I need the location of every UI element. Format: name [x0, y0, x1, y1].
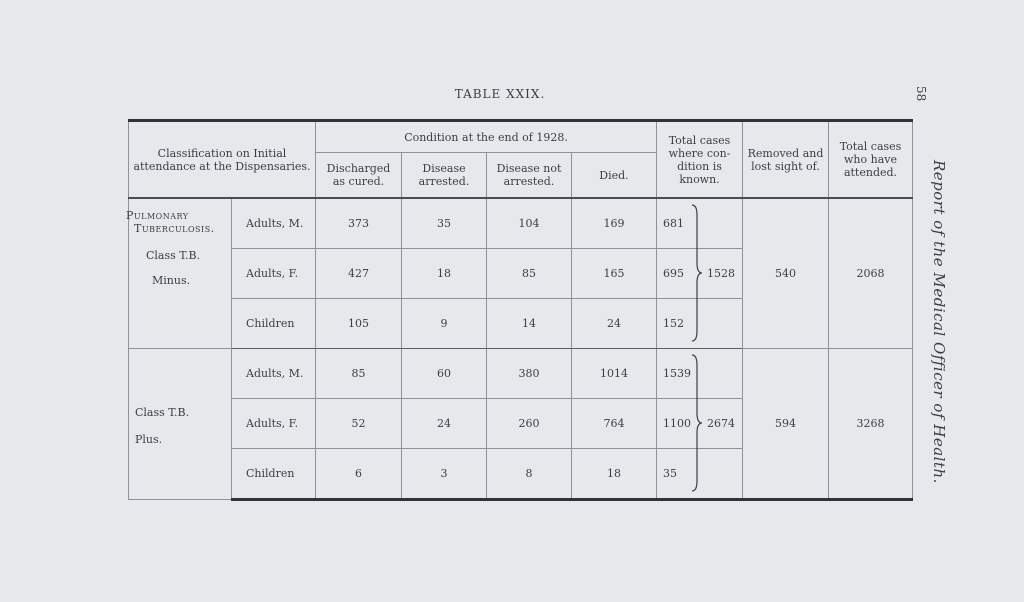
group-label-minus	[126, 198, 232, 349]
header-discharged: Discharged as cured.	[316, 153, 402, 199]
cell-discharged: 6	[316, 449, 402, 500]
row-label: Adults, F.	[232, 399, 316, 449]
cell-arrested: 9	[402, 299, 487, 349]
group-label-line: Pulmonary	[126, 209, 189, 222]
brace-icon	[691, 203, 703, 346]
table-row	[129, 198, 913, 249]
group-label-line: Tuberculosis.	[134, 222, 215, 235]
cell-total-attended: 2068	[829, 198, 913, 349]
statistics-table	[128, 119, 913, 501]
known-total: 1528	[707, 267, 735, 280]
header-condition-group: Condition at the end of 1928.	[316, 121, 657, 153]
known-value: 1539	[663, 367, 691, 380]
known-value: 152	[663, 317, 684, 330]
known-value: 35	[663, 467, 677, 480]
row-label: Adults, M.	[232, 198, 316, 249]
known-value: 681	[663, 217, 684, 230]
cell-arrested: 60	[402, 349, 487, 399]
cell-died: 764	[572, 399, 657, 449]
known-value: 1100	[663, 417, 691, 430]
cell-known-with-total	[657, 399, 743, 449]
page-number: 58	[914, 86, 928, 102]
row-label: Children	[232, 449, 316, 500]
cell-not-arrested: 14	[487, 299, 572, 349]
header-died: Died.	[572, 153, 657, 199]
known-value: 695	[663, 267, 684, 280]
table-row	[129, 349, 913, 399]
cell-discharged: 427	[316, 249, 402, 299]
cell-discharged: 85	[316, 349, 402, 399]
row-label: Adults, F.	[232, 249, 316, 299]
cell-discharged: 373	[316, 198, 402, 249]
cell-known-with-total	[657, 249, 743, 299]
cell-died: 18	[572, 449, 657, 500]
cell-died: 165	[572, 249, 657, 299]
cell-arrested: 35	[402, 198, 487, 249]
running-side-title: Report of the Medical Officer of Health.	[930, 160, 948, 484]
header-total-known: Total cases where con-dition is known.	[657, 121, 743, 199]
cell-discharged: 52	[316, 399, 402, 449]
table-title: TABLE XXIX.	[454, 87, 546, 101]
group-label-plus	[129, 349, 232, 500]
cell-removed: 540	[743, 198, 829, 349]
cell-arrested: 3	[402, 449, 487, 500]
cell-not-arrested: 8	[487, 449, 572, 500]
header-arrested: Disease arrested.	[402, 153, 487, 199]
group-label-line: Minus.	[152, 274, 191, 287]
cell-died: 24	[572, 299, 657, 349]
group-label-line: Class T.B.	[135, 405, 190, 419]
group-label-line: Plus.	[135, 432, 163, 446]
cell-not-arrested: 260	[487, 399, 572, 449]
cell-removed: 594	[743, 349, 829, 500]
cell-total-attended: 3268	[829, 349, 913, 500]
cell-died: 169	[572, 198, 657, 249]
cell-not-arrested: 380	[487, 349, 572, 399]
brace-icon	[691, 353, 703, 496]
cell-arrested: 18	[402, 249, 487, 299]
cell-not-arrested: 85	[487, 249, 572, 299]
cell-arrested: 24	[402, 399, 487, 449]
cell-not-arrested: 104	[487, 198, 572, 249]
row-label: Children	[232, 299, 316, 349]
group-label-line: Class T.B.	[146, 249, 201, 262]
known-total: 2674	[707, 417, 735, 430]
header-total-attended: Total cases who have attended.	[829, 121, 913, 199]
header-removed: Removed and lost sight of.	[743, 121, 829, 199]
cell-died: 1014	[572, 349, 657, 399]
row-label: Adults, M.	[232, 349, 316, 399]
header-not-arrested: Disease not arrested.	[487, 153, 572, 199]
cell-discharged: 105	[316, 299, 402, 349]
header-classification: Classification on Initial attendance at the Dispensaries.	[129, 121, 316, 199]
